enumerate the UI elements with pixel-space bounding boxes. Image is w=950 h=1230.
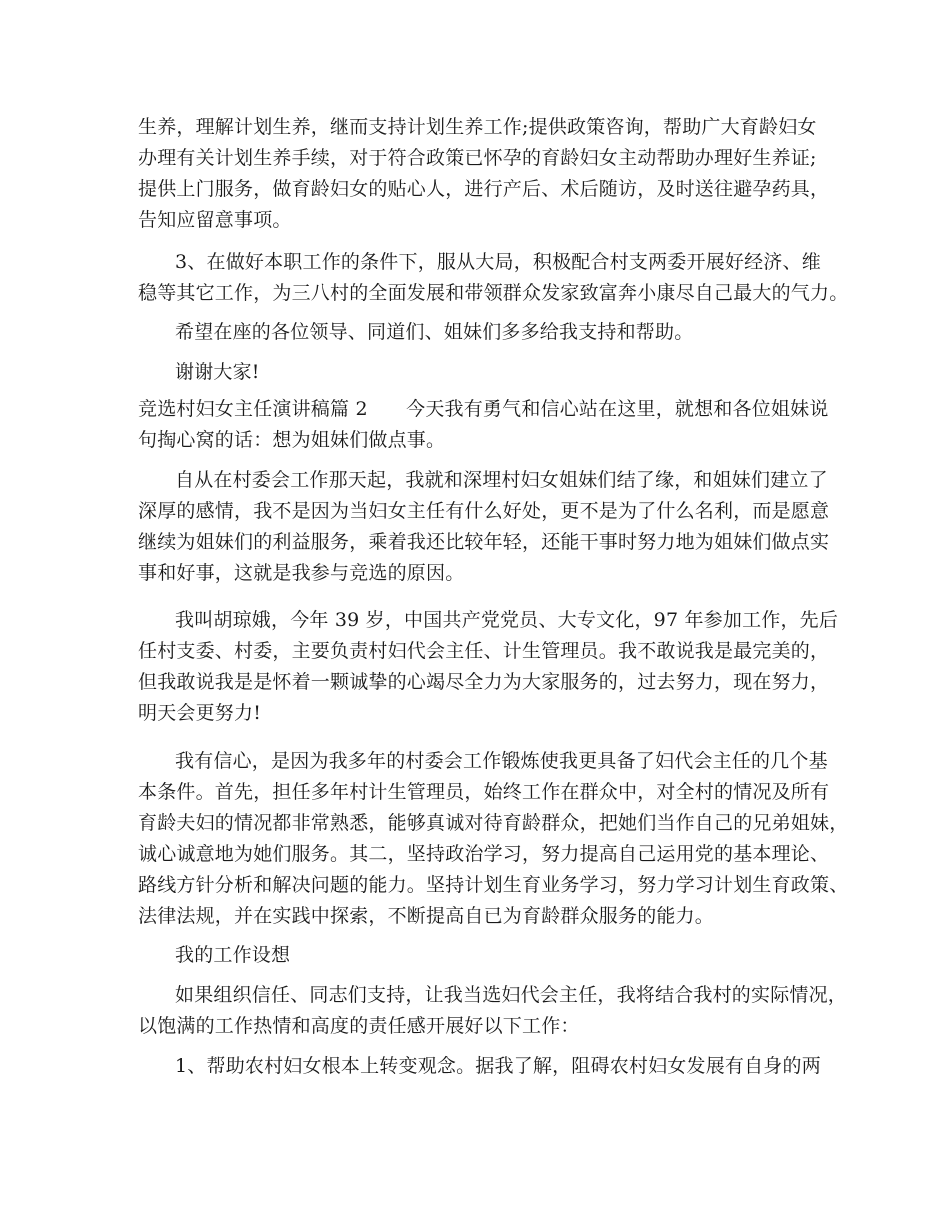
text-line: 自从在村委会工作那天起，我就和深埋村妇女姐妹们结了缘，和姐妹们建立了 <box>175 469 828 491</box>
text-line: 生养，理解计划生养，继而支持计划生养工作;提供政策咨询，帮助广大育龄妇女 <box>138 116 817 138</box>
text-line: 句掏心窝的话：想为姐妹们做点事。 <box>138 429 446 451</box>
text-line: 如果组织信任、同志们支持，让我当选妇代会主任，我将结合我村的实际情况， <box>175 984 848 1006</box>
text-line: 1、帮助农村妇女根本上转变观念。据我了解，阻碍农村妇女发展有自身的两 <box>175 1055 821 1077</box>
text-line: 我有信心，是因为我多年的村委会工作锻炼使我更具备了妇代会主任的几个基 <box>175 750 828 772</box>
text-line: 事和好事，这就是我参与竞选的原因。 <box>138 562 465 584</box>
text-line: 提供上门服务，做育龄妇女的贴心人，进行产后、术后随访，及时送往避孕药具， <box>138 178 830 200</box>
text-line: 办理有关计划生养手续，对于符合政策已怀孕的育龄妇女主动帮助办理好生养证; <box>138 147 817 169</box>
text-line: 任村支委、村委，主要负责村妇代会主任、计生管理员。我不敢说我是最完美的， <box>138 640 830 662</box>
text-line: 3、在做好本职工作的条件下，服从大局，积极配合村支两委开展好经济、维 <box>175 251 821 273</box>
text-line: 明天会更努力! <box>138 702 262 724</box>
text-line: 本条件。首先，担任多年村计生管理员，始终工作在群众中，对全村的情况及所有 <box>138 781 830 803</box>
text-line: 法律法规，并在实践中探索，不断提高自已为育龄群众服务的能力。 <box>138 905 715 927</box>
text-line: 诚心诚意地为她们服务。其二，坚持政治学习，努力提高自己运用党的基本理论、 <box>138 843 830 865</box>
text-line: 告知应留意事项。 <box>138 209 292 231</box>
text-line: 路线方针分析和解决问题的能力。坚持计划生育业务学习，努力学习计划生育政策、 <box>138 874 849 896</box>
text-line: 育龄夫妇的情况都非常熟悉，能够真诚对待育龄群众，把她们当作自己的兄弟姐妹， <box>138 812 849 834</box>
text-line: 稳等其它工作，为三八村的全面发展和带领群众发家致富奔小康尽自己最大的气力。 <box>138 282 849 304</box>
text-line: 我叫胡琼娥，今年 39 岁，中国共产党党员、大专文化，97 年参加工作，先后 <box>175 609 839 631</box>
text-line: 以饱满的工作热情和高度的责任感开展好以下工作： <box>138 1015 580 1037</box>
subheading-line: 我的工作设想 <box>175 944 291 966</box>
text-line: 深厚的感情，我不是因为当妇女主任有什么好处，更不是为了什么名利，而是愿意 <box>138 500 830 522</box>
text-line: 但我敢说我是是怀着一颗诚挚的心竭尽全力为大家服务的，过去努力，现在努力， <box>138 671 830 693</box>
text-line: 继续为姐妹们的利益服务，乘着我还比较年轻，还能干事时努力地为姐妹们做点实 <box>138 531 830 553</box>
section-heading-line: 竞选村妇女主任演讲稿篇 2 今天我有勇气和信心站在这里，就想和各位姐妹说 <box>138 398 829 420</box>
text-line: 希望在座的各位领导、同道们、姐妹们多多给我支持和帮助。 <box>175 321 694 343</box>
text-line: 谢谢大家! <box>175 361 260 383</box>
